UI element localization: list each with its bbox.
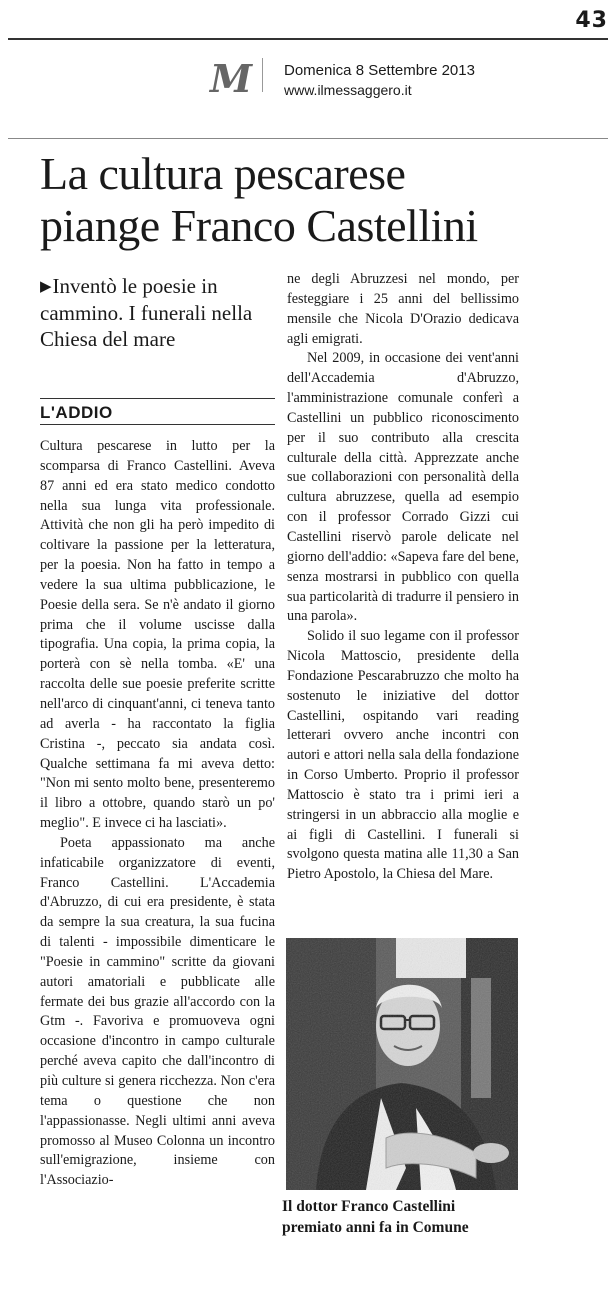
triangle-bullet-icon: ▶ (40, 279, 52, 295)
portrait-photo (286, 938, 518, 1190)
caption-line-1: Il dottor Franco Castellini (282, 1198, 456, 1215)
newspaper-logo: M (210, 56, 253, 101)
header-rule (8, 138, 608, 139)
website-url: www.ilmessaggero.it (284, 82, 412, 98)
paragraph: Solido il suo legame con il professor Nicola Mattoscio, presidente della Fondazione Pescarabruzzo che molto ha sostenuto le iniziative del dottor Castellini, ospitando vari reading letterari ovvero anche incontri con autori e attori nella sala della fondazione in Corso Umberto. Proprio il professor Mattoscio è stato tra i primi ieri a stringersi in un abbraccio alla moglie e ai figli di Castellini. I funerali si svolgono questa matina alle 11,30 a San Pietro Apostolo, la Chiesa del Mare. (287, 628, 519, 883)
paragraph: ne degli Abruzzesi nel mondo, per festeggiare i 25 anni del bellissimo mensile che Nicola D'Orazio dedicava agli emigrati. (287, 271, 519, 347)
summary-text: Inventò le poesie in cammino. I funerali nella Chiesa del mare (40, 274, 253, 351)
summary (40, 273, 275, 352)
paragraph: Poeta appassionato ma anche infaticabile organizzatore di eventi, Franco Castellini. L'Accademia d'Abruzzo, di cui era presidente, è stata da sempre la sua creatura, la sua fucina di talenti - impossibile dimenticare le "Poesie in cammino" scritte da giovani autori amatoriali e pubblicate alle fermate dei bus grazie all'accordo con la Gtm -. Favoriva e promuoveva ogni occasione d'incontro in campo culturale perché aveva capito che dall'incontro di più culture si genera ricchezza. Non c'era tema o questione che non l'appassionasse. Negli ultimi anni aveva promosso al Museo Colonna un incontro sull'emigrazione, insieme con l'Associazio- (40, 834, 275, 1189)
top-rule (8, 38, 608, 40)
section-label: L'ADDIO (40, 398, 275, 423)
caption-line-2: premiato anni fa in Comune (282, 1219, 469, 1236)
masthead-divider (262, 58, 263, 92)
headline-line-2: piange Franco Castellini (40, 200, 478, 251)
issue-date: Domenica 8 Settembre 2013 (284, 62, 475, 79)
page-number: 43 (575, 8, 608, 33)
article-column-2 (287, 270, 519, 885)
headline (40, 148, 600, 252)
paragraph: Nel 2009, in occasione dei vent'anni dell'Accademia d'Abruzzo, l'amministrazione comunale conferì a Castellini un pubblico riconoscimento per il suo contributo alla crescita culturale della città. Apprezzate anche sue collaborazioni con personalità della cultura abruzzese, quella ad esempio con il professor Corrado Gizzi cui Castellini riservò parole delicate nel giorno dell'addio: «Sapeva fare del bene, senza mostrarsi in pubblico con quella sua particolarità di tradurre il pensiero in una parola». (287, 350, 519, 625)
article-column-1 (40, 437, 275, 1191)
section-rule (40, 424, 275, 425)
photo-caption (282, 1196, 522, 1238)
headline-line-1: La cultura pescarese (40, 148, 406, 199)
paragraph: Cultura pescarese in lutto per la scomparsa di Franco Castellini. Aveva 87 anni ed era stato medico condotto nella sua lunga vita professionale. Attività che non gli ha però impedito di coltivare la passione per la letteratura, per la poesia. Non ha fatto in tempo a vedere la sua ultima pubblicazione, le Poesie della sera. Se n'è andato il giorno prima che il volume uscisse dalla tipografia. Una copia, la prima copia, la porterà con sè nella tomba. «E' una raccolta delle sue poesie preferite scritte nell'arco di cinquant'anni, ci teneva tanto ad averla - ha raccontato la figlia Cristina -, peccato sia andata così. Qualche settimana fa mi aveva detto: "Non mi sento molto bene, presenteremo il libro a ottobre, quando starò un po' meglio". E invece ci ha lasciati». (40, 438, 275, 832)
portrait-image (286, 938, 518, 1190)
